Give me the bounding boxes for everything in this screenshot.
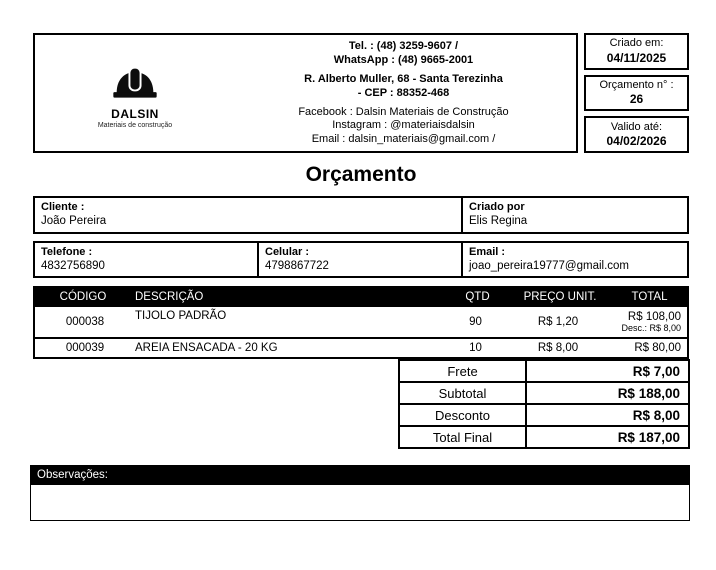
page-title: Orçamento [305, 163, 417, 186]
items-table-header [33, 286, 689, 307]
item-preco-unit: R$ 1,20 [537, 316, 579, 329]
desconto-label: Desconto [400, 405, 527, 425]
item-preco-unit: R$ 8,00 [537, 342, 579, 355]
totals-row-subtotal [398, 381, 690, 405]
header-info-boxes [584, 33, 689, 153]
quote-number-box [584, 75, 689, 112]
item-descricao: AREIA ENSACADA - 20 KG [135, 342, 278, 355]
observacoes-box [30, 485, 690, 521]
item-total [608, 311, 687, 333]
header-codigo: CÓDIGO [59, 290, 107, 303]
company-tagline: Materiais de construção [97, 122, 173, 129]
client-mobile-cell [257, 241, 463, 279]
client-phone-label: Telefone : [41, 245, 93, 258]
client-name-value: João Pereira [41, 215, 107, 228]
company-header-box [33, 33, 578, 153]
client-row-2 [33, 241, 689, 279]
company-logo [35, 35, 235, 151]
created-by-cell [461, 196, 689, 234]
header-total: TOTAL [631, 290, 668, 303]
facebook-line: Facebook : Dalsin Materiais de Construção [298, 105, 509, 118]
whatsapp-line: WhatsApp : (48) 9665-2001 [333, 53, 474, 66]
header [33, 33, 689, 153]
item-qtd: 10 [469, 342, 482, 355]
table-row [33, 307, 689, 339]
item-total-value: R$ 80,00 [634, 342, 681, 355]
created-date-value: 04/11/2025 [606, 50, 667, 65]
totals-row-total-final [398, 425, 690, 449]
social-block [235, 106, 572, 146]
client-email-cell [461, 241, 689, 279]
created-by-value: Elis Regina [469, 215, 528, 228]
email-line: Email : dalsin_materiais@gmail.com / [311, 132, 496, 145]
created-date-box [584, 33, 689, 70]
item-codigo: 000039 [65, 342, 105, 355]
subtotal-value: R$ 188,00 [617, 385, 680, 401]
client-name-label: Cliente : [41, 201, 85, 213]
valid-until-label: Valido até: [610, 120, 663, 133]
totals-row-frete [398, 359, 690, 383]
instagram-line: Instagram : @materiaisdalsin [332, 119, 475, 132]
company-contact [235, 35, 576, 151]
client-mobile-value: 4798867722 [265, 259, 329, 272]
phone-line: Tel. : (48) 3259-9607 / [348, 40, 459, 52]
observacoes-label: Observações: [30, 465, 690, 485]
table-row [33, 339, 689, 359]
address-block [235, 73, 572, 101]
item-qtd: 90 [469, 316, 482, 329]
client-phone-cell [33, 241, 259, 279]
client-email-label: Email : [469, 245, 506, 258]
header-preco-unit: PREÇO UNIT. [523, 290, 597, 303]
totals-table [398, 359, 690, 449]
quote-number-value: 26 [629, 92, 644, 107]
phone-block [235, 40, 572, 68]
desconto-value: R$ 8,00 [632, 407, 680, 423]
items-table [33, 286, 689, 359]
created-by-label: Criado por [469, 201, 525, 213]
total-final-value: R$ 187,00 [617, 429, 680, 445]
client-row-1 [33, 196, 689, 234]
created-date-label: Criado em: [609, 37, 664, 50]
item-codigo: 000038 [65, 316, 105, 329]
client-mobile-label: Celular : [265, 245, 310, 258]
company-name: DALSIN [111, 107, 159, 121]
client-email-value: joao_pereira19777@gmail.com [469, 259, 629, 272]
cep-line: - CEP : 88352-468 [357, 86, 450, 99]
total-final-label: Total Final [400, 427, 527, 447]
client-phone-value: 4832756890 [41, 259, 105, 272]
address-line: R. Alberto Muller, 68 - Santa Terezinha [304, 72, 503, 85]
item-total [608, 342, 687, 354]
valid-until-value: 04/02/2026 [606, 134, 667, 149]
subtotal-label: Subtotal [400, 383, 527, 403]
frete-label: Frete [400, 361, 527, 381]
item-total-value: R$ 108,00 [627, 311, 681, 324]
quote-number-label: Orçamento n° : [599, 79, 674, 92]
client-name-cell [33, 196, 463, 234]
observacoes-section [30, 465, 690, 521]
item-discount-note: Desc.: R$ 8,00 [621, 323, 681, 334]
valid-until-box [584, 116, 689, 153]
totals-row-desconto [398, 403, 690, 427]
frete-value: R$ 7,00 [632, 363, 680, 379]
hard-hat-icon [107, 61, 163, 106]
item-descricao: TIJOLO PADRÃO [135, 310, 227, 323]
header-descricao: DESCRIÇÃO [135, 290, 204, 303]
header-qtd: QTD [465, 290, 490, 303]
